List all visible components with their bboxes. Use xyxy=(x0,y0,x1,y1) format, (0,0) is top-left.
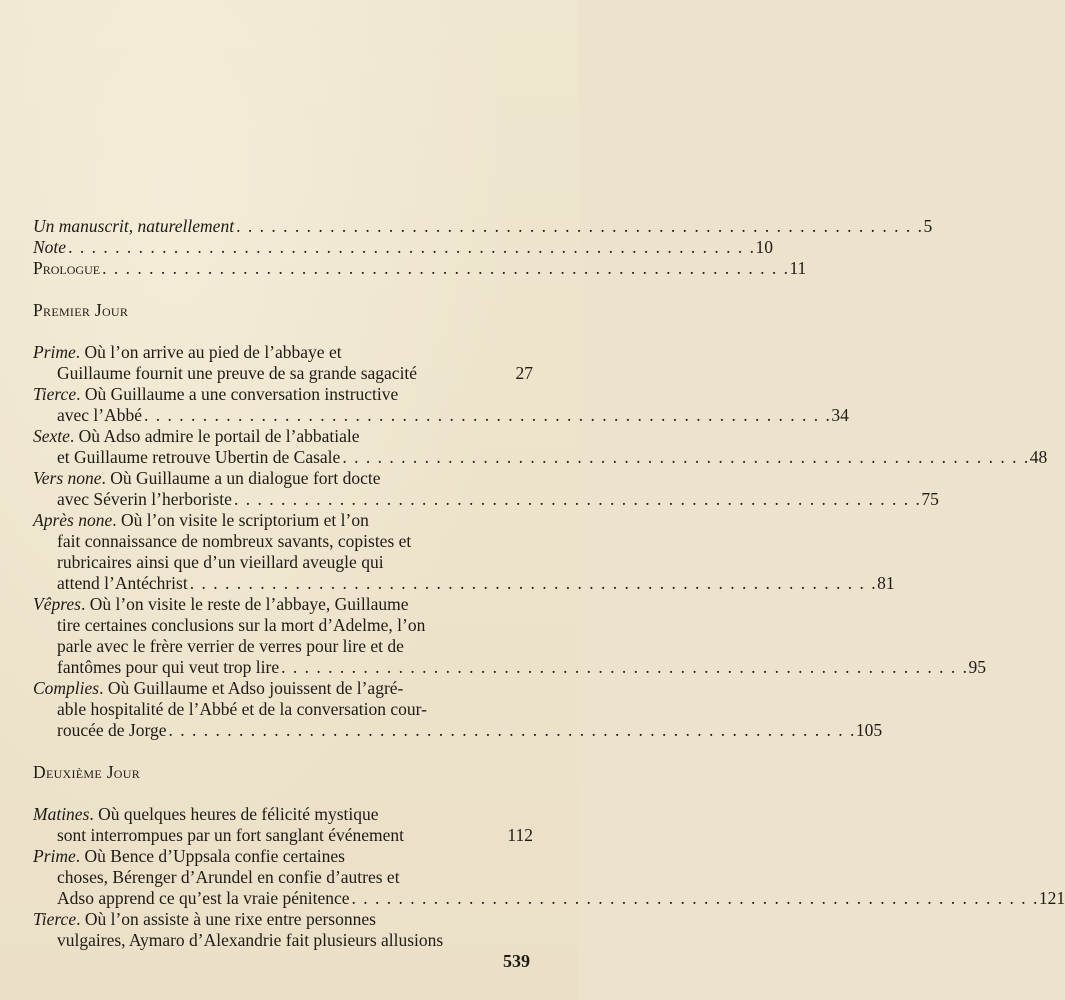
toc-page-number: 112 xyxy=(507,825,533,845)
toc-entry-continuation: fantômes pour qui veut trop lire xyxy=(57,657,280,677)
toc-entry-summary: . Où Adso admire le portail de l’abbatiale xyxy=(69,426,360,446)
toc-line xyxy=(33,888,1065,909)
toc-line-text xyxy=(57,720,856,741)
canonical-hour: Tierce xyxy=(33,909,77,929)
toc-page-number: 34 xyxy=(831,405,849,425)
toc-entry-summary: . Où Guillaume et Adso jouissent de l’agré- xyxy=(99,678,404,698)
toc-line-text xyxy=(57,447,1030,468)
toc-title-smallcaps: Prologue xyxy=(33,258,101,278)
canonical-hour: Tierce xyxy=(33,384,77,404)
leader-dots: . . . . . . . . . . . . . . . . . . . . . . . . . . . . . . . . . . . . . . . . . . . . . . . . . . . . . . . . . . . xyxy=(236,216,924,236)
toc-entry-first-line xyxy=(33,426,533,447)
toc-entry-first-line xyxy=(33,384,533,405)
toc-page-number: 27 xyxy=(515,363,533,383)
leader-dots: . . . . . . . . . . . . . . . . . . . . . . . . . . . . . . . . . . . . . . . . . . . . . . . . . . . . . . . . . . . xyxy=(281,657,969,677)
toc-line xyxy=(33,237,773,258)
toc-line-text xyxy=(57,363,493,384)
toc-page-number: 95 xyxy=(968,657,986,677)
table-of-contents xyxy=(33,216,1065,951)
toc-line-text xyxy=(57,657,968,678)
toc-page-number: 11 xyxy=(789,258,807,278)
toc-entry-first-line xyxy=(33,468,533,489)
toc-entry-line xyxy=(33,867,533,888)
leader-dots: . . . . . . . . . . . . . . . . . . . . . . . . . . . . . . . . . . . . . . . . . . . . . . . . . . . . . . . . . . . xyxy=(342,447,1030,467)
toc-line-text xyxy=(57,930,493,951)
toc-entry-continuation: avec Séverin l’herboriste xyxy=(57,489,232,509)
toc-page-number: 10 xyxy=(755,237,773,257)
toc-entry xyxy=(33,510,895,594)
toc-entry xyxy=(33,909,533,951)
toc-entry-summary: . Où Guillaume a une conversation instructive xyxy=(76,384,399,404)
canonical-hour: Matines xyxy=(33,804,90,824)
toc-entry xyxy=(33,804,533,846)
section-heading: Deuxième Jour xyxy=(33,762,141,782)
toc-title-italic: Note xyxy=(33,237,67,257)
toc-line-text xyxy=(33,237,755,258)
toc-entry xyxy=(33,594,986,678)
toc-entry-summary: . Où l’on assiste à une rixe entre personnes xyxy=(76,909,376,929)
toc-entry-continuation: vulgaires, Aymaro d’Alexandrie fait plusieurs allusions xyxy=(57,930,444,950)
leader-dots: . . . . . . . . . . . . . . . . . . . . . . . . . . . . . . . . . . . . . . . . . . . . . . . . . . . . . . . . . . . xyxy=(233,489,922,509)
leader-dots: . . . . . . . . . . . . . . . . . . . . . . . . . . . . . . . . . . . . . . . . . . . . . . . . . . . . . . . . . . . xyxy=(189,573,878,593)
canonical-hour: Sexte xyxy=(33,426,70,446)
toc-line xyxy=(33,405,849,426)
toc-entry-continuation: choses, Bérenger d’Arundel en confie d’autres et xyxy=(57,867,400,887)
canonical-hour: Vêpres xyxy=(33,594,81,614)
leader-dots: . . . . . . . . . . . . . . . . . . . . . . . . . . . . . . . . . . . . . . . . . . . . . . . . . . . . . . . . . . . xyxy=(68,237,756,257)
toc-line xyxy=(33,216,933,237)
toc-entry-summary: . Où Bence d’Uppsala confie certaines xyxy=(75,846,345,866)
leader-dots: . . . . . . . . . . . . . . . . . . . . . . . . . . . . . . . . . . . . . . . . . . . . . . . . . . . . . . . . . . . xyxy=(168,720,856,740)
toc-line xyxy=(33,573,895,594)
toc-entry-first-line xyxy=(33,846,533,867)
toc-entry-first-line xyxy=(33,678,533,699)
toc-page-number: 105 xyxy=(855,720,883,740)
toc-entry-continuation: roucée de Jorge xyxy=(57,720,167,740)
toc-line-text xyxy=(57,825,493,846)
canonical-hour: Prime xyxy=(33,846,76,866)
toc-entry xyxy=(33,426,1048,468)
toc-entry xyxy=(33,468,939,510)
toc-page-number: 5 xyxy=(923,216,933,236)
toc-entry-summary: . Où quelques heures de félicité mystique xyxy=(89,804,379,824)
toc-entry-continuation: fait connaissance de nombreux savants, copistes et xyxy=(57,531,412,551)
toc-entry-continuation: et Guillaume retrouve Ubertin de Casale xyxy=(57,447,341,467)
leader-dots: . . . . . . . . . . . . . . . . . . . . . . . . . . . . . . . . . . . . . . . . . . . . . . . . . . . . . . . . . . . xyxy=(351,888,1039,908)
toc-entry-continuation: able hospitalité de l’Abbé et de la conversation cour- xyxy=(57,699,427,719)
section-heading: Premier Jour xyxy=(33,300,129,320)
toc-entry-continuation: Adso apprend ce qu’est la vraie pénitence xyxy=(57,888,350,908)
toc-entry-first-line xyxy=(33,804,533,825)
canonical-hour: Après none xyxy=(33,510,113,530)
toc-entry xyxy=(33,846,1065,909)
toc-entry-line xyxy=(33,699,533,720)
leader-dots: . . . . . . . . . . . . . . . . . . . . . . . . . . . . . . . . . . . . . . . . . . . . . . . . . . . . . . . . . . . xyxy=(144,405,832,425)
toc-line-text xyxy=(57,489,921,510)
toc-line xyxy=(33,825,533,846)
toc-entry-first-line xyxy=(33,594,533,615)
canonical-hour: Vers none xyxy=(33,468,102,488)
canonical-hour: Complies xyxy=(33,678,100,698)
toc-entry-continuation: parle avec le frère verrier de verres pour lire et de xyxy=(57,636,404,656)
toc-entry-continuation: Guillaume fournit une preuve de sa grande sagacité xyxy=(57,363,418,383)
toc-page-number: 121 xyxy=(1038,888,1065,908)
toc-title-italic: Un manuscrit, naturellement xyxy=(33,216,235,236)
toc-entry-continuation: attend l’Antéchrist xyxy=(57,573,188,593)
toc-line xyxy=(33,489,939,510)
toc-line-text xyxy=(57,405,831,426)
toc-line xyxy=(33,657,986,678)
toc-entry-first-line xyxy=(33,510,533,531)
page-number: 539 xyxy=(503,951,530,971)
toc-page-number: 48 xyxy=(1029,447,1048,467)
toc-line-text xyxy=(33,216,923,237)
toc-entry xyxy=(33,384,849,426)
toc-entry-summary: . Où Guillaume a un dialogue fort docte xyxy=(101,468,381,488)
toc-line xyxy=(33,447,1048,468)
toc-page-number: 81 xyxy=(877,573,895,593)
toc-line-text xyxy=(57,888,1039,909)
toc-entry-continuation: avec l’Abbé xyxy=(57,405,143,425)
toc-entry-summary: . Où l’on visite le scriptorium et l’on xyxy=(112,510,369,530)
toc-entry-first-line xyxy=(33,342,533,363)
toc-entry-continuation: sont interrompues par un fort sanglant événement xyxy=(57,825,404,845)
toc-entry-line xyxy=(33,552,533,573)
toc-page-number: 75 xyxy=(921,489,939,509)
toc-line xyxy=(33,258,807,279)
toc-line-text xyxy=(57,573,877,594)
toc-entry-line xyxy=(33,531,533,552)
toc-entry-line xyxy=(33,636,533,657)
toc-line-text xyxy=(33,258,789,279)
toc-entry-continuation: tire certaines conclusions sur la mort d’Adelme, l’on xyxy=(57,615,426,635)
toc-line xyxy=(33,720,883,741)
toc-entry xyxy=(33,342,533,384)
toc-entry-line xyxy=(33,615,533,636)
toc-entry-summary: . Où l’on visite le reste de l’abbaye, Guillaume xyxy=(80,594,409,614)
toc-line xyxy=(33,363,533,384)
toc-entry-summary: . Où l’on arrive au pied de l’abbaye et xyxy=(75,342,342,362)
toc-entry-continuation: rubricaires ainsi que d’un vieillard aveugle qui xyxy=(57,552,384,572)
toc-entry xyxy=(33,678,883,741)
leader-dots: . . . . . . . . . . . . . . . . . . . . . . . . . . . . . . . . . . . . . . . . . . . . . . . . . . . . . . . . . . . xyxy=(102,258,790,278)
toc-line xyxy=(33,930,533,951)
canonical-hour: Prime xyxy=(33,342,76,362)
toc-entry-first-line xyxy=(33,909,533,930)
